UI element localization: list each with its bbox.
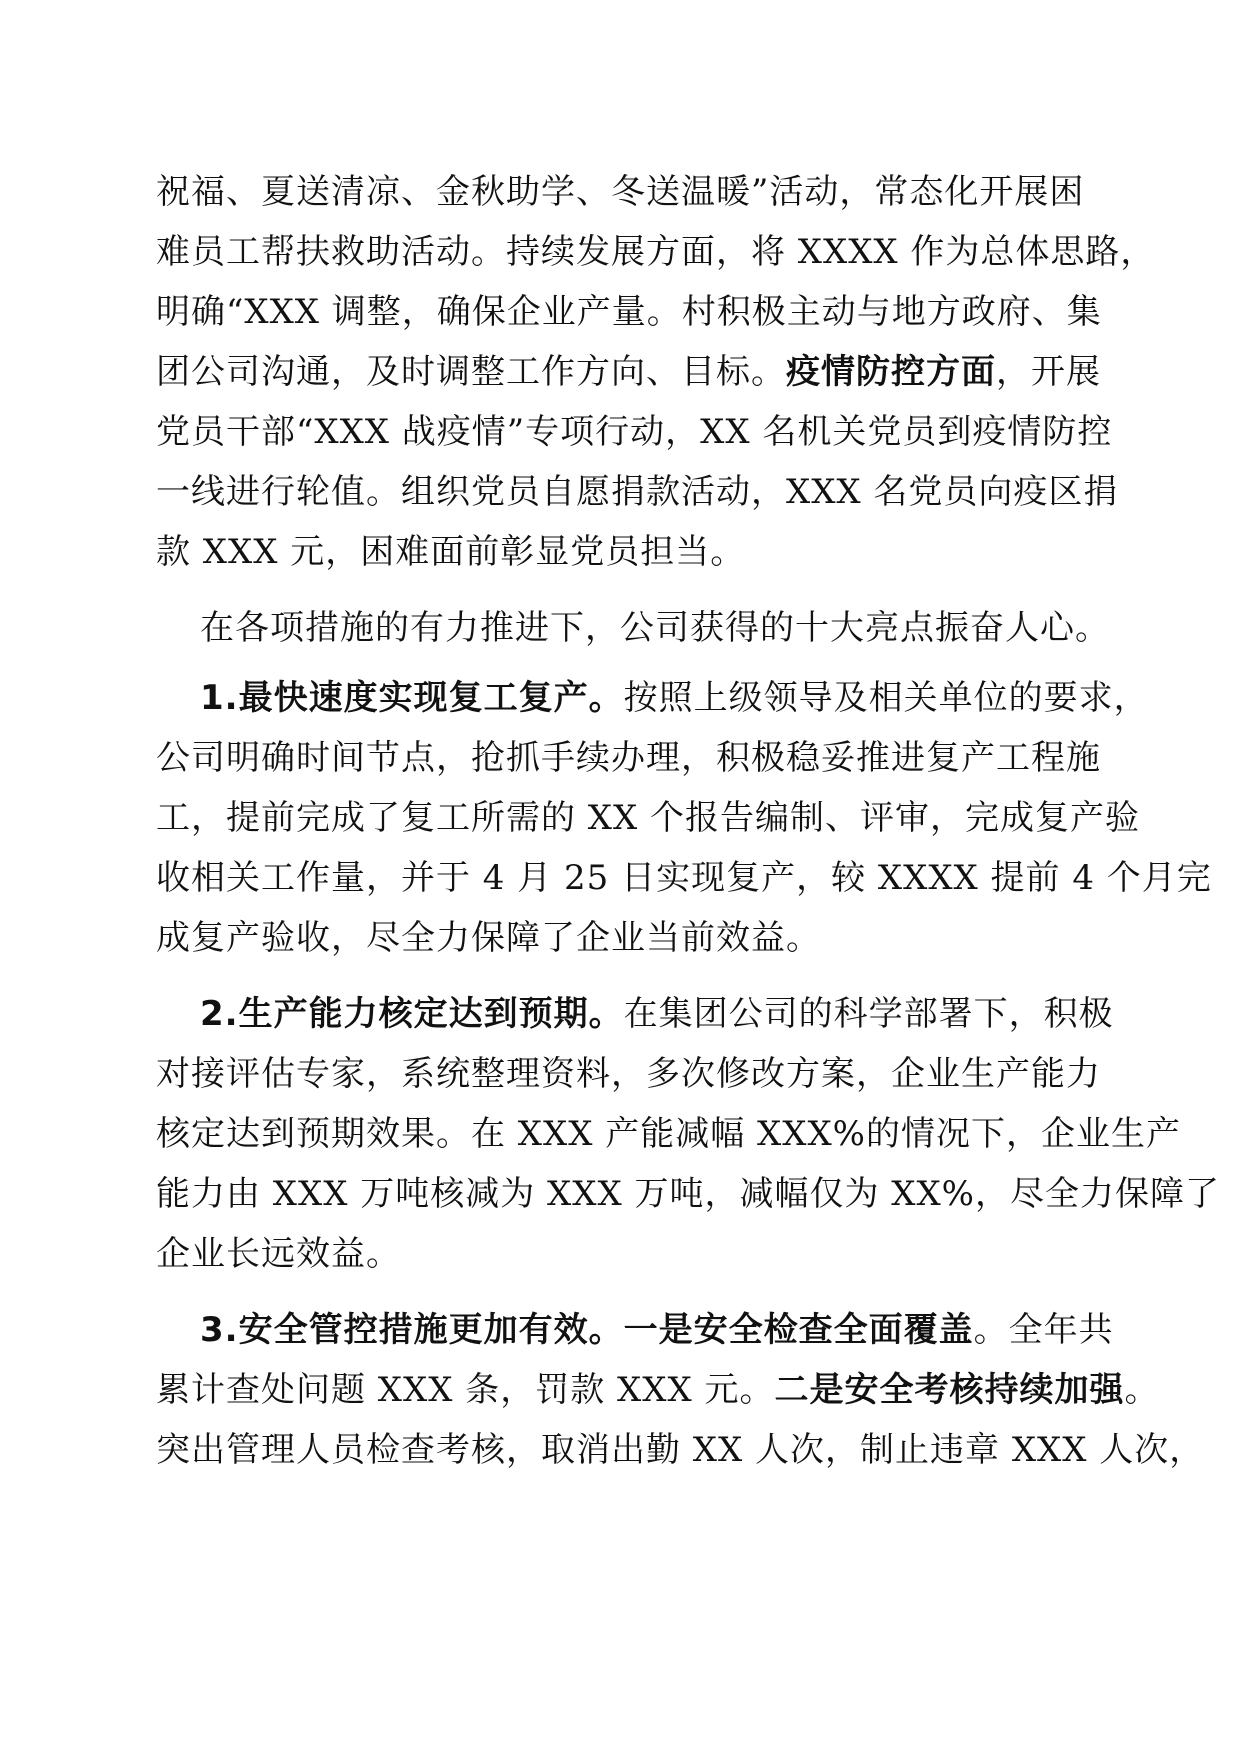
text-line — [156, 738, 1101, 778]
text-line — [156, 1174, 1220, 1214]
text-line — [156, 532, 1086, 572]
text-line — [156, 472, 1119, 512]
text-line — [156, 172, 1086, 212]
text-line — [156, 1370, 1160, 1410]
text-run: 成复产验收，尽全力保障了企业当前效益。 — [156, 918, 821, 958]
text-run: 一线进行轮值。组织党员自愿捐款活动，XXX 名党员向疫区捐 — [156, 472, 1119, 512]
text-run: 明确“XXX 调整，确保企业产量。村积极主动与地方政府、集 — [156, 292, 1102, 332]
text-run: 在集团公司的科学部署下，积极 — [623, 994, 1114, 1034]
text-run: 公司明确时间节点，抢抓手续办理，积极稳妥推进复产工程施 — [156, 738, 1101, 778]
text-line — [156, 1054, 1101, 1094]
text-run: 按照上级领导及相关单位的要求， — [623, 678, 1149, 718]
text-line — [200, 994, 1130, 1034]
text-run: 对接评估专家，系统整理资料，多次修改方案，企业生产能力 — [156, 1054, 1101, 1094]
text-run: 。全年共 — [973, 1310, 1114, 1350]
text-run: 工，提前完成了复工所需的 XX 个报告编制、评审，完成复产验 — [156, 798, 1141, 838]
text-run: 。 — [1124, 1370, 1160, 1410]
bold-text: 1.最快速度实现复工复产。 — [200, 678, 624, 718]
text-run: 祝福、夏送清凉、金秋助学、冬送温暖”活动，常态化开展困 — [156, 172, 1085, 212]
text-run: 款 XXX 元，困难面前彰显党员担当。 — [156, 532, 746, 572]
text-run: 累计查处问题 XXX 条，罚款 XXX 元。 — [156, 1370, 775, 1410]
text-line — [200, 1310, 1130, 1350]
bold-text: 疫情防控方面 — [786, 352, 996, 392]
bold-text: 2.生产能力核定达到预期。 — [200, 994, 624, 1034]
text-run: 在各项措施的有力推进下，公司获得的十大亮点振奋人心。 — [200, 608, 1110, 648]
text-line — [156, 412, 1113, 452]
text-run: 党员干部“XXX 战疫情”专项行动，XX 名机关党员到疫情防控 — [156, 412, 1113, 452]
text-line — [156, 1234, 1086, 1274]
text-line — [156, 352, 1101, 392]
text-line — [200, 608, 1130, 648]
text-run: 能力由 XXX 万吨核减为 XXX 万吨，减幅仅为 XX%，尽全力保障了 — [156, 1174, 1220, 1214]
text-line — [156, 292, 1102, 332]
text-line — [156, 1114, 1181, 1154]
bold-text: 3.安全管控措施更加有效。一是安全检查全面覆盖 — [200, 1310, 974, 1350]
text-run: 突出管理人员检查考核，取消出勤 XX 人次，制止违章 XXX 人次， — [156, 1430, 1205, 1470]
text-line — [156, 918, 1086, 958]
text-line — [156, 798, 1141, 838]
text-run: 团公司沟通，及时调整工作方向、目标。 — [156, 352, 786, 392]
text-run: 难员工帮扶救助活动。持续发展方面，将 XXXX 作为总体思路， — [156, 232, 1156, 272]
bold-text: 二是安全考核持续加强 — [774, 1370, 1125, 1410]
text-run: 收相关工作量，并于 4 月 25 日实现复产，较 XXXX 提前 4 个月完 — [156, 858, 1212, 898]
text-run: 核定达到预期效果。在 XXX 产能减幅 XXX%的情况下，企业生产 — [156, 1114, 1181, 1154]
text-run: 企业长远效益。 — [156, 1234, 401, 1274]
text-run: ，开展 — [996, 352, 1101, 392]
text-line — [156, 858, 1212, 898]
text-line — [156, 232, 1156, 272]
text-line — [200, 678, 1149, 718]
text-line — [156, 1430, 1205, 1470]
